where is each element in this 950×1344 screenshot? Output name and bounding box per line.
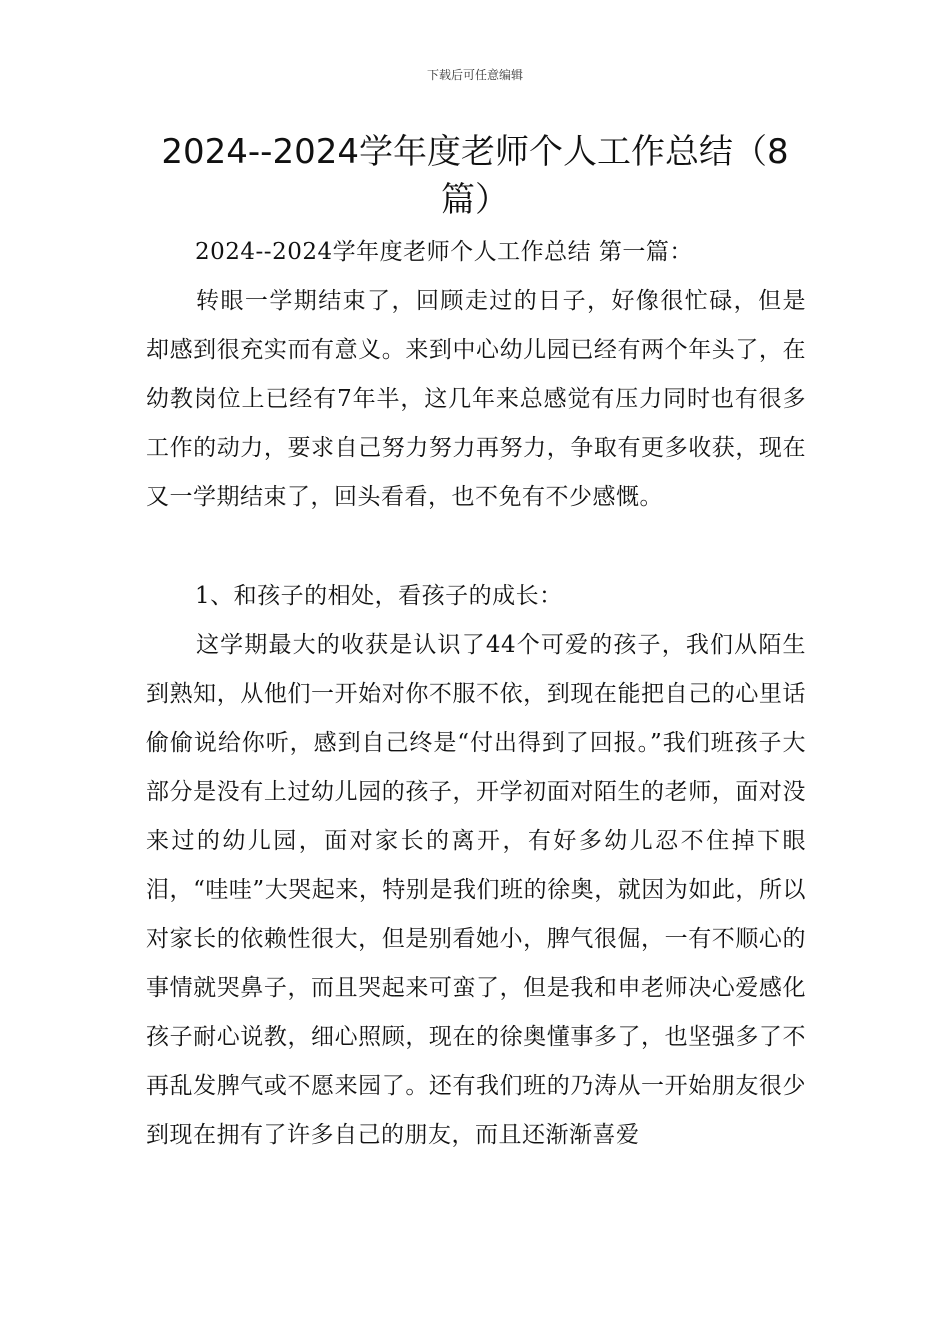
header-note: 下载后可任意编辑 bbox=[426, 68, 523, 82]
paragraph-intro: 转眼一学期结束了，回顾走过的日子，好像很忙碌，但是却感到很充实而有意义。来到中心幼儿园已经有两个年头了，在幼教岗位上已经有7年半，这几年来总感觉有压力同时也有很多工作的动力，要求自己努力努力再努力，争取有更多收获，现在又一学期结束了，回头看看，也不免有不少感慨。 bbox=[146, 288, 806, 510]
section-subtitle: 2024--2024学年度老师个人工作总结 第一篇： bbox=[195, 239, 693, 265]
document-title: 2024--2024学年度老师个人工作总结（8篇） bbox=[161, 132, 789, 220]
paragraph-section-1: 这学期最大的收获是认识了44个可爱的孩子，我们从陌生到熟知，从他们一开始对你不服不依，到现在能把自己的心里话偷偷说给你听，感到自己终是“付出得到了回报。”我们班孩子大部分是没有上过幼儿园的孩子，开学初面对陌生的老师，面对没来过的幼儿园，面对家长的离开，有好多幼儿忍不住掉下眼泪，“哇哇”大哭起来，特别是我们班的徐奥，就因为如此，所以对家长的依赖性很大，但是别看她小，脾气很倔，一有不顺心的事情就哭鼻子，而且哭起来可蛮了，但是我和申老师决心爱感化孩子耐心说教，细心照顾，现在的徐奥懂事多了，也坚强多了不再乱发脾气或不愿来园了。还有我们班的乃涛从一开始朋友很少到现在拥有了许多自己的朋友，而且还渐渐喜爱 bbox=[146, 632, 806, 1148]
section-heading-1: 1、和孩子的相处，看孩子的成长： bbox=[195, 583, 563, 609]
